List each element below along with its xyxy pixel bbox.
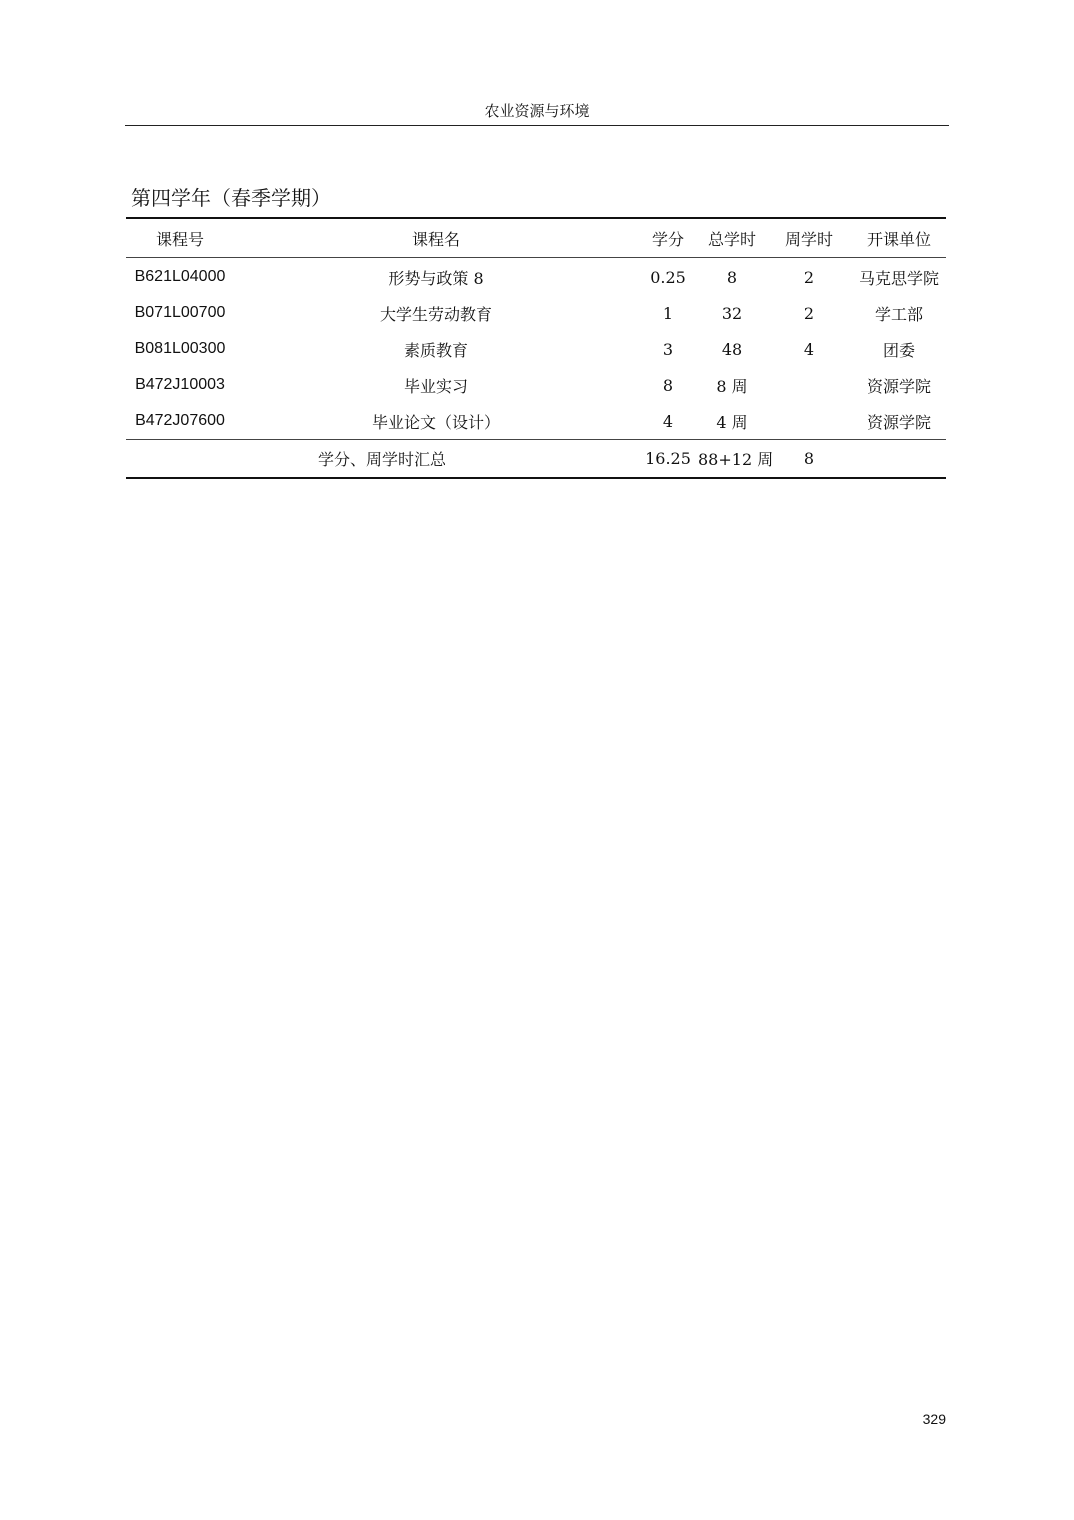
course-weekly-hours: 4 — [803, 339, 815, 359]
course-code: B472J10003 — [135, 376, 225, 393]
course-total-hours: 48 — [721, 339, 743, 359]
summary-row — [126, 440, 946, 479]
summary-label: 学分、周学时汇总 — [317, 450, 446, 469]
page-number: 329 — [922, 1411, 946, 1427]
course-credit: 1 — [662, 303, 674, 323]
summary-department — [852, 440, 946, 479]
course-credit: 4 — [662, 411, 674, 431]
course-total-hours: 32 — [721, 303, 743, 323]
course-total-hours: 8 周 — [716, 376, 748, 396]
header-credit: 学分 — [651, 229, 684, 249]
course-total-hours: 4 周 — [716, 412, 748, 432]
header-total-hours: 总学时 — [707, 229, 756, 249]
header-department: 开课单位 — [866, 229, 931, 249]
course-code: B472J07600 — [135, 412, 225, 429]
course-weekly-hours: 2 — [803, 303, 815, 323]
course-department: 资源学院 — [866, 412, 931, 432]
course-department: 团委 — [882, 340, 915, 360]
header-course-name: 课程名 — [411, 229, 460, 249]
header-rule — [125, 125, 949, 126]
course-code: B081L00300 — [134, 340, 226, 357]
course-weekly-hours — [766, 403, 852, 440]
course-name: 素质教育 — [403, 340, 468, 360]
course-total-hours: 8 — [726, 267, 738, 287]
course-credit: 0.25 — [650, 267, 686, 287]
course-name: 形势与政策 8 — [388, 268, 484, 288]
table-row — [126, 295, 946, 331]
header-course-code: 课程号 — [155, 229, 204, 249]
section-title: 第四学年（春季学期） — [131, 186, 331, 210]
table-row — [126, 367, 946, 403]
course-weekly-hours: 2 — [803, 267, 815, 287]
table-row — [126, 403, 946, 440]
course-credit: 3 — [662, 339, 674, 359]
course-name: 毕业论文（设计） — [371, 412, 500, 432]
table-row — [126, 331, 946, 367]
course-weekly-hours — [766, 367, 852, 403]
summary-total-hours: 88+12 周 — [698, 450, 774, 469]
table-header-row — [126, 218, 946, 258]
course-code: B621L04000 — [134, 268, 226, 285]
summary-weekly-hours: 8 — [803, 449, 815, 468]
summary-credit: 16.25 — [645, 449, 691, 468]
running-header: 农业资源与环境 — [484, 102, 590, 120]
course-code: B071L00700 — [134, 304, 226, 321]
course-credit: 8 — [662, 375, 674, 395]
course-department: 学工部 — [874, 304, 923, 324]
course-department: 马克思学院 — [858, 268, 939, 288]
course-table — [126, 217, 946, 479]
header-weekly-hours: 周学时 — [784, 229, 833, 249]
course-department: 资源学院 — [866, 376, 931, 396]
course-name: 大学生劳动教育 — [379, 304, 492, 324]
table-row — [126, 258, 946, 296]
course-name: 毕业实习 — [403, 376, 468, 396]
